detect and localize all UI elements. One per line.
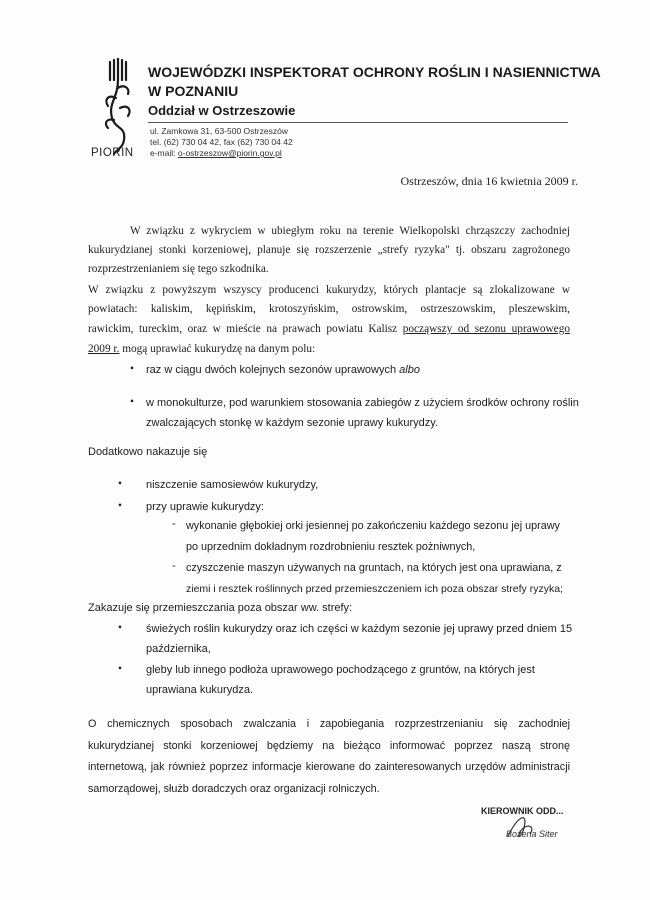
org-city: W POZNANIU (148, 83, 239, 99)
bullet1-main: raz w ciągu dwóch kolejnych sezonów uprawowych (146, 364, 397, 376)
p3-text: Dodatkowo nakazuje się (88, 446, 208, 458)
p2-line3-underlined: począwszy od sezonu uprawowego (402, 323, 570, 335)
bullet2-line2: zwalczających stonkę w każdym sezonie uprawy kukurydzy. (146, 417, 439, 429)
p5-line1: O chemicznych sposobach zwalczania i zapobiegania rozprzestrzenianiu się zachodniej (88, 718, 570, 730)
address: ul. Zamkowa 31, 63-500 Ostrzeszów (150, 126, 288, 136)
branch-name: Oddział w Ostrzeszowie (148, 103, 296, 118)
bullet1-italic: albo (399, 364, 420, 376)
bullet5-line1: świeżych roślin kukurydzy oraz ich części w każdym sezonie jej uprawy przed dniem 15 (146, 623, 573, 635)
bullet4-text: przy uprawie kukurydzy: (146, 501, 264, 513)
p2-line4-text: mogą uprawiać kukurydzę na danym polu: (122, 343, 316, 355)
p5-line3: internetową, jak również poprzez informacje kierowane do zainteresowanych urzędów administracji (88, 761, 570, 773)
p5-line4: samorządowej, służb doradczych oraz organizacji rolniczych. (88, 783, 380, 795)
p2-line1: W związku z powyższym wszyscy producenci kukurydzy, których plantacje są zlokalizowane w (88, 284, 570, 296)
bullet2-line1: w monokulturze, pod warunkiem stosowania zabiegów z użyciem środków ochrony roślin (146, 397, 579, 409)
bullet-icon: • (118, 622, 122, 634)
dateline: Ostrzeszów, dnia 16 kwietnia 2009 r. (400, 174, 578, 188)
p2-line3 (88, 320, 570, 339)
phone-fax: tel. (62) 730 04 42, fax (62) 730 04 42 (150, 137, 293, 147)
org-name: WOJEWÓDZKI INSPEKTORAT OCHRONY ROŚLIN I NASIENNICTWA (148, 64, 601, 80)
p1-line3: rozprzestrzenianiem się tego szkodnika. (88, 263, 269, 275)
p2-line2: powiatach: kaliskim, kępińskim, krotoszyńskim, ostrowskim, ostrzeszowskim, pleszewskim, (88, 303, 570, 315)
bullet-icon: • (118, 663, 122, 675)
p4-text: Zakazuje się przemieszczania poza obszar ww. strefy: (88, 602, 353, 614)
dash1-line2: po uprzednim dokładnym rozdrobnieniu resztek pożniwnych, (186, 541, 476, 553)
bullet6-line1: gleby lub innego podłoża uprawowego pochodzącego z gruntów, na których jest (146, 664, 535, 676)
p1-line1: W związku z wykryciem w ubiegłym roku na terenie Wielkopolski chrząszczy zachodniej (130, 225, 570, 237)
p1-line2: kukurydzianej stonki korzeniowej, planuje się rozszerzenie „strefy ryzyka" tj. obszaru zagrożonego (88, 244, 570, 256)
bullet5-line2: października, (146, 643, 211, 655)
email-label: e-mail: (150, 148, 176, 158)
dash1-line1: wykonanie głębokiej orki jesiennej po zakończeniu każdego sezonu jej uprawy (186, 520, 560, 532)
email-line (150, 148, 282, 158)
bullet1-text (146, 364, 420, 376)
piorin-logo-icon (96, 58, 140, 158)
p2-line4-underlined: 2009 r. (88, 343, 120, 355)
dash-icon: - (172, 560, 176, 572)
header-divider (148, 122, 568, 123)
logo-text: PIORIN (91, 147, 134, 159)
signature-title: KIEROWNIK ODD... (481, 806, 564, 816)
signature-name: Bożena Siter (506, 829, 558, 839)
bullet-icon: • (130, 363, 134, 375)
p2-line4 (88, 340, 570, 359)
email-link[interactable]: o-ostrzeszow@piorin.gov.pl (177, 148, 282, 158)
dash2-line2: ziemi i resztek roślinnych przed przemieszczeniem ich poza obszar strefy ryzyka; (186, 583, 563, 595)
bullet3-text: niszczenie samosiewów kukurydzy, (146, 479, 319, 491)
p5-line2: kukurydzianej stonki korzeniowej będziemy na bieżąco informować poprzez naszą stronę (88, 740, 570, 752)
p2-line3-text: rawickim, tureckim, oraz w mieście na prawach powiatu Kalisz (88, 323, 398, 335)
bullet-icon: • (118, 478, 122, 490)
dash-icon: - (172, 518, 176, 530)
dash2-line1: czyszczenie maszyn używanych na gruntach, na których jest ona uprawiana, z (186, 562, 562, 574)
bullet-icon: • (118, 500, 122, 512)
bullet6-line2: uprawiana kukurydza. (146, 684, 254, 696)
bullet-icon: • (130, 396, 134, 408)
